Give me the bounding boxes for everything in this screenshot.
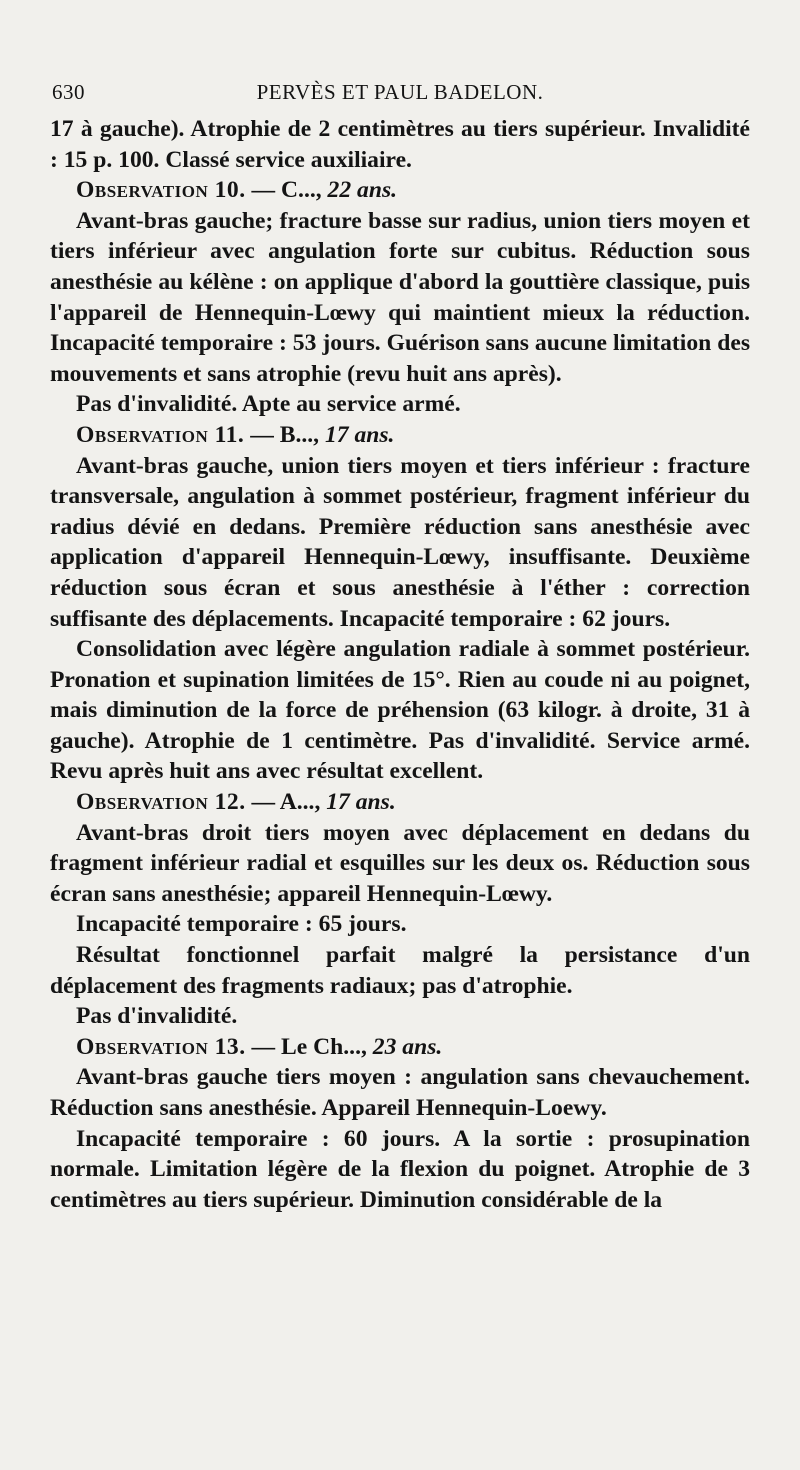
intro-paragraph: 17 à gauche). Atrophie de 2 centimètres au tiers supérieur. Invalidité : 15 p. 100. Classé service auxiliaire. bbox=[50, 116, 750, 173]
observation-label: Observation 10. bbox=[76, 177, 246, 204]
observation-label: Observation 12. bbox=[76, 789, 246, 816]
observation-paragraph: Pas d'invalidité. Apte au service armé. bbox=[76, 391, 461, 418]
observation-paragraph: Avant-bras gauche; fracture basse sur radius, union tiers moyen et tiers inférieur avec angulation forte sur cubitus. Réduction sous anesthésie au kélène : on applique d'abord la gouttière classique, puis l'appareil de Hennequin-Lœwy qui maintient mieux la réduction. Incapacité temporaire : 53 jours. Guérison sans aucune limitation des mouvements et sans atrophie (revu huit ans après). bbox=[50, 207, 750, 387]
observation-paragraph: Avant-bras gauche, union tiers moyen et tiers inférieur : fracture transversale, angulation à sommet postérieur, fragment inférieur du radius dévié en dedans. Première réduction sans anesthésie avec application d'appareil Hennequin-Lœwy, insuffisante. Deuxième réduction sous écran et sous anesthésie à l'éther : correction suffisante des déplacements. Incapacité temporaire : 62 jours. bbox=[50, 452, 750, 632]
observation-paragraph: Pas d'invalidité. bbox=[76, 1003, 238, 1030]
observation-paragraph: Incapacité temporaire : 65 jours. bbox=[76, 911, 407, 938]
observation-patient: — Le Ch..., bbox=[251, 1033, 367, 1060]
page-number: 630 bbox=[52, 80, 85, 104]
observation-paragraph: Avant-bras gauche tiers moyen : angulation sans chevauchement. Réduction sans anesthésie. Appareil Hennequin-Loewy. bbox=[50, 1064, 750, 1121]
observation-label: Observation 13. bbox=[76, 1033, 246, 1060]
observation-heading bbox=[50, 420, 750, 451]
running-title: PERVÈS ET PAUL BADELON. bbox=[256, 80, 544, 104]
observation-label: Observation 11. bbox=[76, 421, 245, 448]
observation-heading bbox=[50, 175, 750, 206]
observation-age: 23 ans. bbox=[372, 1033, 443, 1060]
observation-patient: — C..., bbox=[251, 177, 322, 204]
observation-heading bbox=[50, 1032, 750, 1063]
observation-patient: — B..., bbox=[250, 421, 320, 448]
body-text bbox=[50, 114, 750, 1215]
observation-age: 22 ans. bbox=[327, 177, 398, 204]
observation-heading bbox=[50, 787, 750, 818]
observation-age: 17 ans. bbox=[326, 789, 396, 816]
observation-paragraph: Incapacité temporaire : 60 jours. A la sortie : prosupination normale. Limitation légère de la flexion du poignet. Atrophie de 3 centimètres au tiers supérieur. Diminution considérable de la bbox=[50, 1125, 750, 1213]
observation-paragraph: Avant-bras droit tiers moyen avec déplacement en dedans du fragment inférieur radial et esquilles sur les deux os. Réduction sous écran sans anesthésie; appareil Hennequin-Lœwy. bbox=[50, 819, 750, 907]
observation-patient: — A..., bbox=[251, 789, 321, 816]
observation-age: 17 ans. bbox=[324, 421, 395, 448]
observation-paragraph: Consolidation avec légère angulation radiale à sommet postérieur. Pronation et supination limitées de 15°. Rien au coude ni au poignet, mais diminution de la force de préhension (63 kilogr. à droite, 31 à gauche). Atrophie de 1 centimètre. Pas d'invalidité. Service armé. Revu après huit ans avec résultat excellent. bbox=[50, 636, 750, 785]
running-head bbox=[50, 80, 750, 108]
observation-paragraph: Résultat fonctionnel parfait malgré la persistance d'un déplacement des fragments radiaux; pas d'atrophie. bbox=[50, 942, 750, 999]
